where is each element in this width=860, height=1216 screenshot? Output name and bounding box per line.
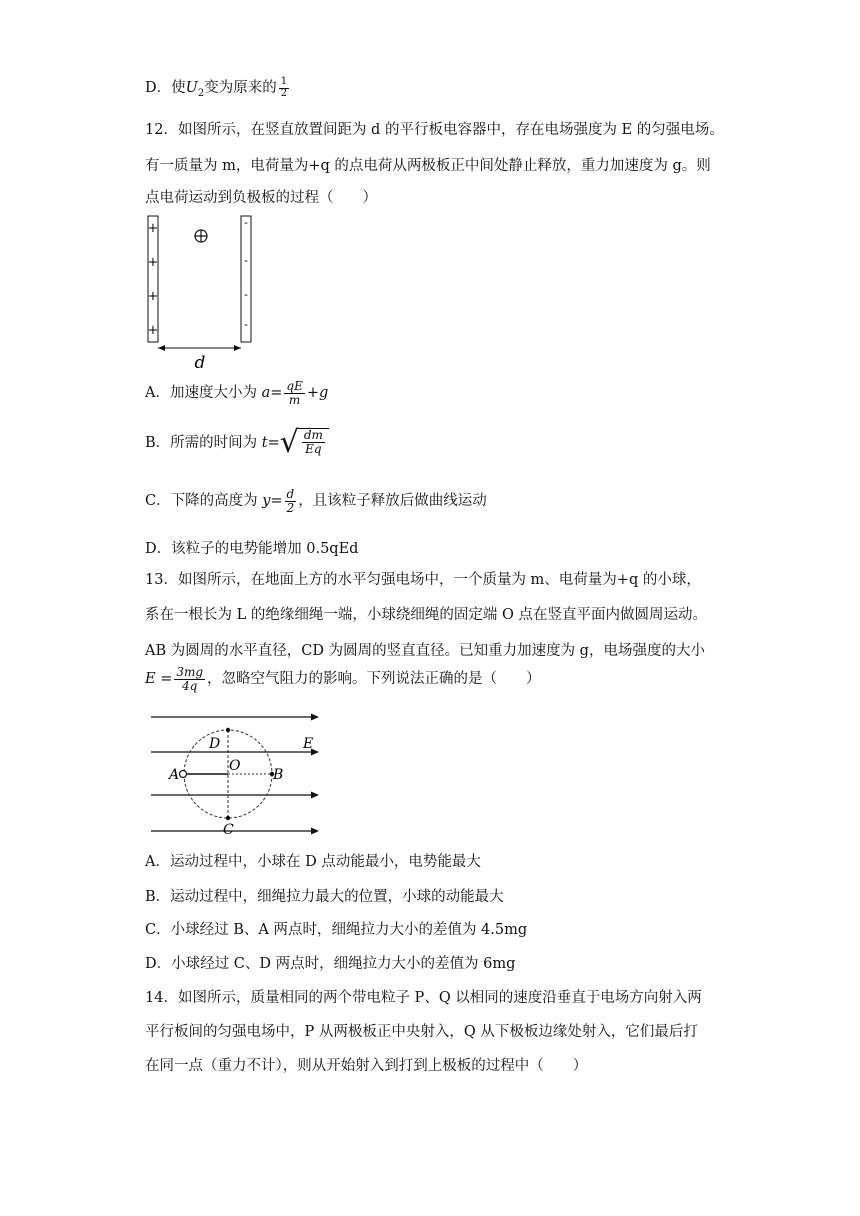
q13-e-fraction xyxy=(174,666,205,692)
minus-sign: - xyxy=(244,318,248,331)
q11-optd-sub: 2 xyxy=(197,87,205,99)
q14-stem-line3: 在同一点（重力不计），则从开始射入到打到上极板的过程中（ ） xyxy=(145,1058,588,1074)
q13-stem-line2: 系在一根长为 L 的绝缘细绳一端，小球绕细绳的固定端 O 点在竖直平面内做圆周运动。 xyxy=(145,607,707,623)
q12-optc-fraction xyxy=(285,488,297,514)
label-d: D xyxy=(209,736,221,752)
q12-option-c xyxy=(145,488,487,514)
minus-sign: - xyxy=(244,254,248,267)
minus-sign: - xyxy=(244,288,248,301)
frac-numerator: qE xyxy=(286,379,303,393)
option-suffix: +g xyxy=(306,385,329,402)
ball-icon xyxy=(180,771,187,778)
option-lhs: a= xyxy=(261,385,283,402)
frac-numerator: dm xyxy=(303,428,323,442)
frac-denominator: Eq xyxy=(305,441,322,456)
plus-sign: + xyxy=(147,323,159,338)
label-o: O xyxy=(229,758,241,774)
frac-numerator: 3mg xyxy=(176,665,204,679)
q12-optb-fraction xyxy=(302,429,325,455)
plus-sign: + xyxy=(147,221,159,236)
label-e: E xyxy=(303,736,314,752)
q12-stem-line3: 点电荷运动到负极板的过程（ ） xyxy=(145,190,377,206)
formula-suffix: ，忽略空气阻力的影响。下列说法正确的是（ ） xyxy=(207,671,541,688)
q11-optd-suffix: 变为原来的 xyxy=(204,80,277,96)
q12-stem-line2: 有一质量为 m，电荷量为+q 的点电荷从两极板正中间处静止释放，重力加速度为 g。则 xyxy=(145,158,711,174)
label-c: C xyxy=(223,822,234,838)
q13-circle-field-figure xyxy=(145,708,325,838)
q11-optd-fraction xyxy=(279,77,289,99)
q12-option-d: D．该粒子的电势能增加 0.5qEd xyxy=(145,541,359,557)
frac-numerator: d xyxy=(286,487,295,501)
q12-option-a xyxy=(145,380,328,406)
q13-option-c: C．小球经过 B、A 两点时，细绳拉力大小的差值为 4.5mg xyxy=(145,922,528,938)
q13-option-a: A．运动过程中，小球在 D 点动能最小，电势能最大 xyxy=(145,854,481,870)
option-lhs: t= xyxy=(261,435,280,451)
q12-stem-line1: 12．如图所示，在竖直放置间距为 d 的平行板电容器中，存在电场强度为 E 的匀强电场。 xyxy=(145,122,724,138)
q12-option-b xyxy=(145,425,329,460)
plus-sign: + xyxy=(147,255,159,270)
q11-optd-var: U xyxy=(185,80,198,96)
q13-option-b: B．运动过程中，细绳拉力最大的位置，小球的动能最大 xyxy=(145,889,504,905)
q11-optd-prefix: D．使 xyxy=(145,80,186,96)
q13-stem-line1: 13．如图所示，在地面上方的水平匀强电场中，一个质量为 m、电荷量为+q 的小球， xyxy=(145,572,701,588)
q14-stem-line1: 14．如图所示，质量相同的两个带电粒子 P、Q 以相同的速度沿垂直于电场方向射入两 xyxy=(145,990,702,1006)
option-prefix: B．所需的时间为 xyxy=(145,435,262,451)
q13-stem-line4 xyxy=(145,666,541,692)
q13-stem-line3: AB 为圆周的水平直径，CD 为圆周的竖直直径。已知重力加速度为 g，电场强度的大小 xyxy=(145,643,705,659)
option-prefix: C．下降的高度为 xyxy=(145,493,263,510)
label-b: B xyxy=(273,767,284,783)
q13-option-d: D．小球经过 C、D 两点时，细绳拉力大小的差值为 6mg xyxy=(145,956,516,972)
minus-sign: - xyxy=(244,216,248,229)
frac-numerator: 1 xyxy=(280,76,288,87)
frac-denominator: 2 xyxy=(280,87,288,99)
option-prefix: A．加速度大小为 xyxy=(145,385,262,402)
q12-capacitor-figure xyxy=(140,210,260,376)
distance-label: d xyxy=(194,353,206,373)
option-suffix: ，且该粒子释放后做曲线运动 xyxy=(298,493,487,510)
frac-denominator: m xyxy=(288,392,301,407)
plus-sign: + xyxy=(147,289,159,304)
option-lhs: y= xyxy=(262,493,283,510)
formula-lhs: E = xyxy=(145,671,173,688)
sqrt-symbol: √ $\frac{dm}{Eq}$ xyxy=(280,428,329,458)
label-a: A xyxy=(169,767,180,783)
q11-option-d xyxy=(145,76,291,99)
frac-denominator: 4q xyxy=(182,678,198,693)
frac-denominator: 2 xyxy=(286,500,295,515)
q14-stem-line2: 平行板间的匀强电场中，P 从两极板正中央射入，Q 从下极板边缘处射入，它们最后打 xyxy=(145,1024,698,1040)
q12-opta-fraction xyxy=(284,380,304,406)
